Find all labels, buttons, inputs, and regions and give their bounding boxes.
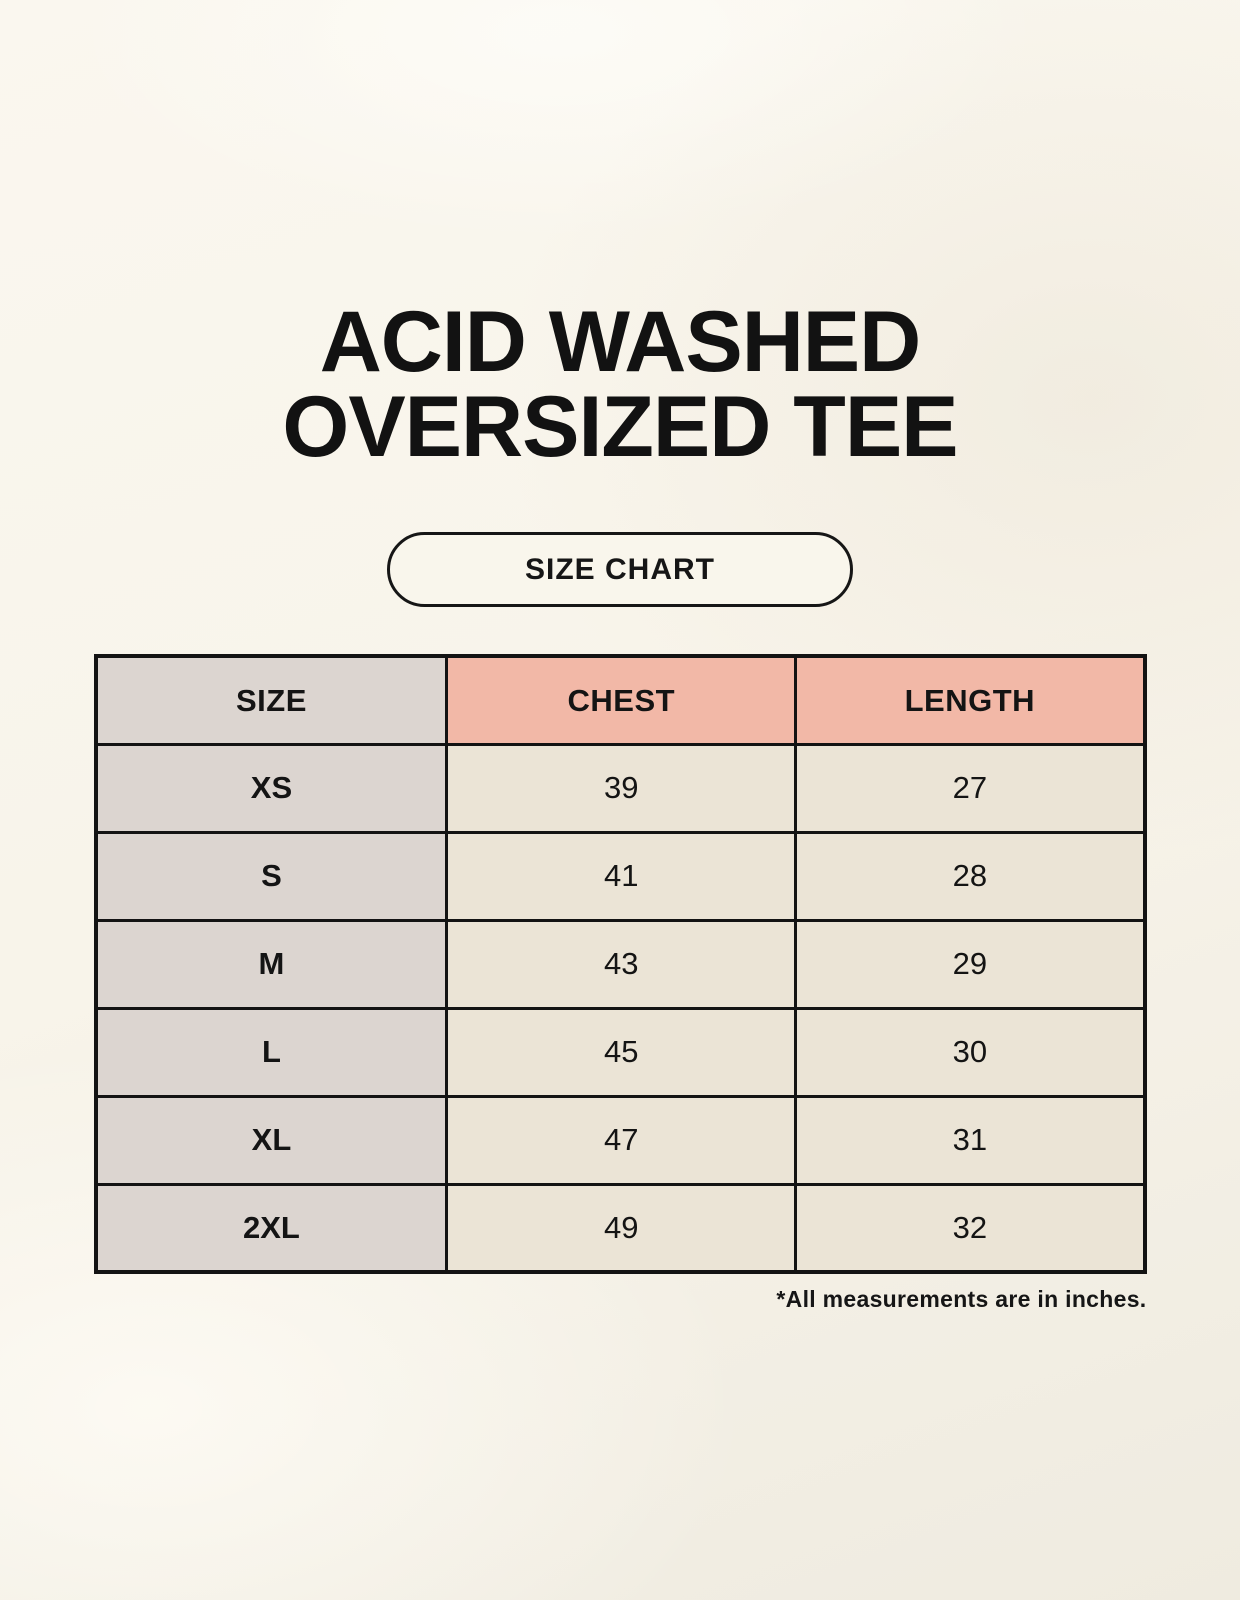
size-chart-badge[interactable] — [387, 532, 853, 607]
length-value-cell: 31 — [796, 1096, 1145, 1184]
length-value-cell: 27 — [796, 744, 1145, 832]
size-cell: L — [96, 1008, 447, 1096]
table-row — [96, 920, 1145, 1008]
size-chart-badge-label: SIZE CHART — [525, 552, 715, 586]
table-row — [96, 1008, 1145, 1096]
size-chart-section — [94, 654, 1147, 1313]
chest-value-cell: 39 — [447, 744, 796, 832]
table-row — [96, 1096, 1145, 1184]
table-row — [96, 744, 1145, 832]
chest-value-cell: 41 — [447, 832, 796, 920]
length-value-cell: 28 — [796, 832, 1145, 920]
table-row — [96, 832, 1145, 920]
measurements-footnote: *All measurements are in inches. — [776, 1286, 1147, 1313]
column-header-chest: CHEST — [447, 656, 796, 744]
table-header-row — [96, 656, 1145, 744]
table-row — [96, 1184, 1145, 1272]
column-header-size: SIZE — [96, 656, 447, 744]
badge-container — [0, 532, 1240, 607]
size-cell: S — [96, 832, 447, 920]
length-value-cell: 32 — [796, 1184, 1145, 1272]
chest-value-cell: 43 — [447, 920, 796, 1008]
size-cell: 2XL — [96, 1184, 447, 1272]
size-table — [94, 654, 1147, 1274]
length-value-cell: 29 — [796, 920, 1145, 1008]
length-value-cell: 30 — [796, 1008, 1145, 1096]
page-title-line-2: OVERSIZED TEE — [282, 379, 958, 476]
size-cell: M — [96, 920, 447, 1008]
chest-value-cell: 47 — [447, 1096, 796, 1184]
page-title — [0, 0, 1240, 476]
column-header-length: LENGTH — [796, 656, 1145, 744]
page-title-line-1: ACID WASHED — [319, 294, 921, 390]
size-cell: XL — [96, 1096, 447, 1184]
chest-value-cell: 45 — [447, 1008, 796, 1096]
size-cell: XS — [96, 744, 447, 832]
chest-value-cell: 49 — [447, 1184, 796, 1272]
